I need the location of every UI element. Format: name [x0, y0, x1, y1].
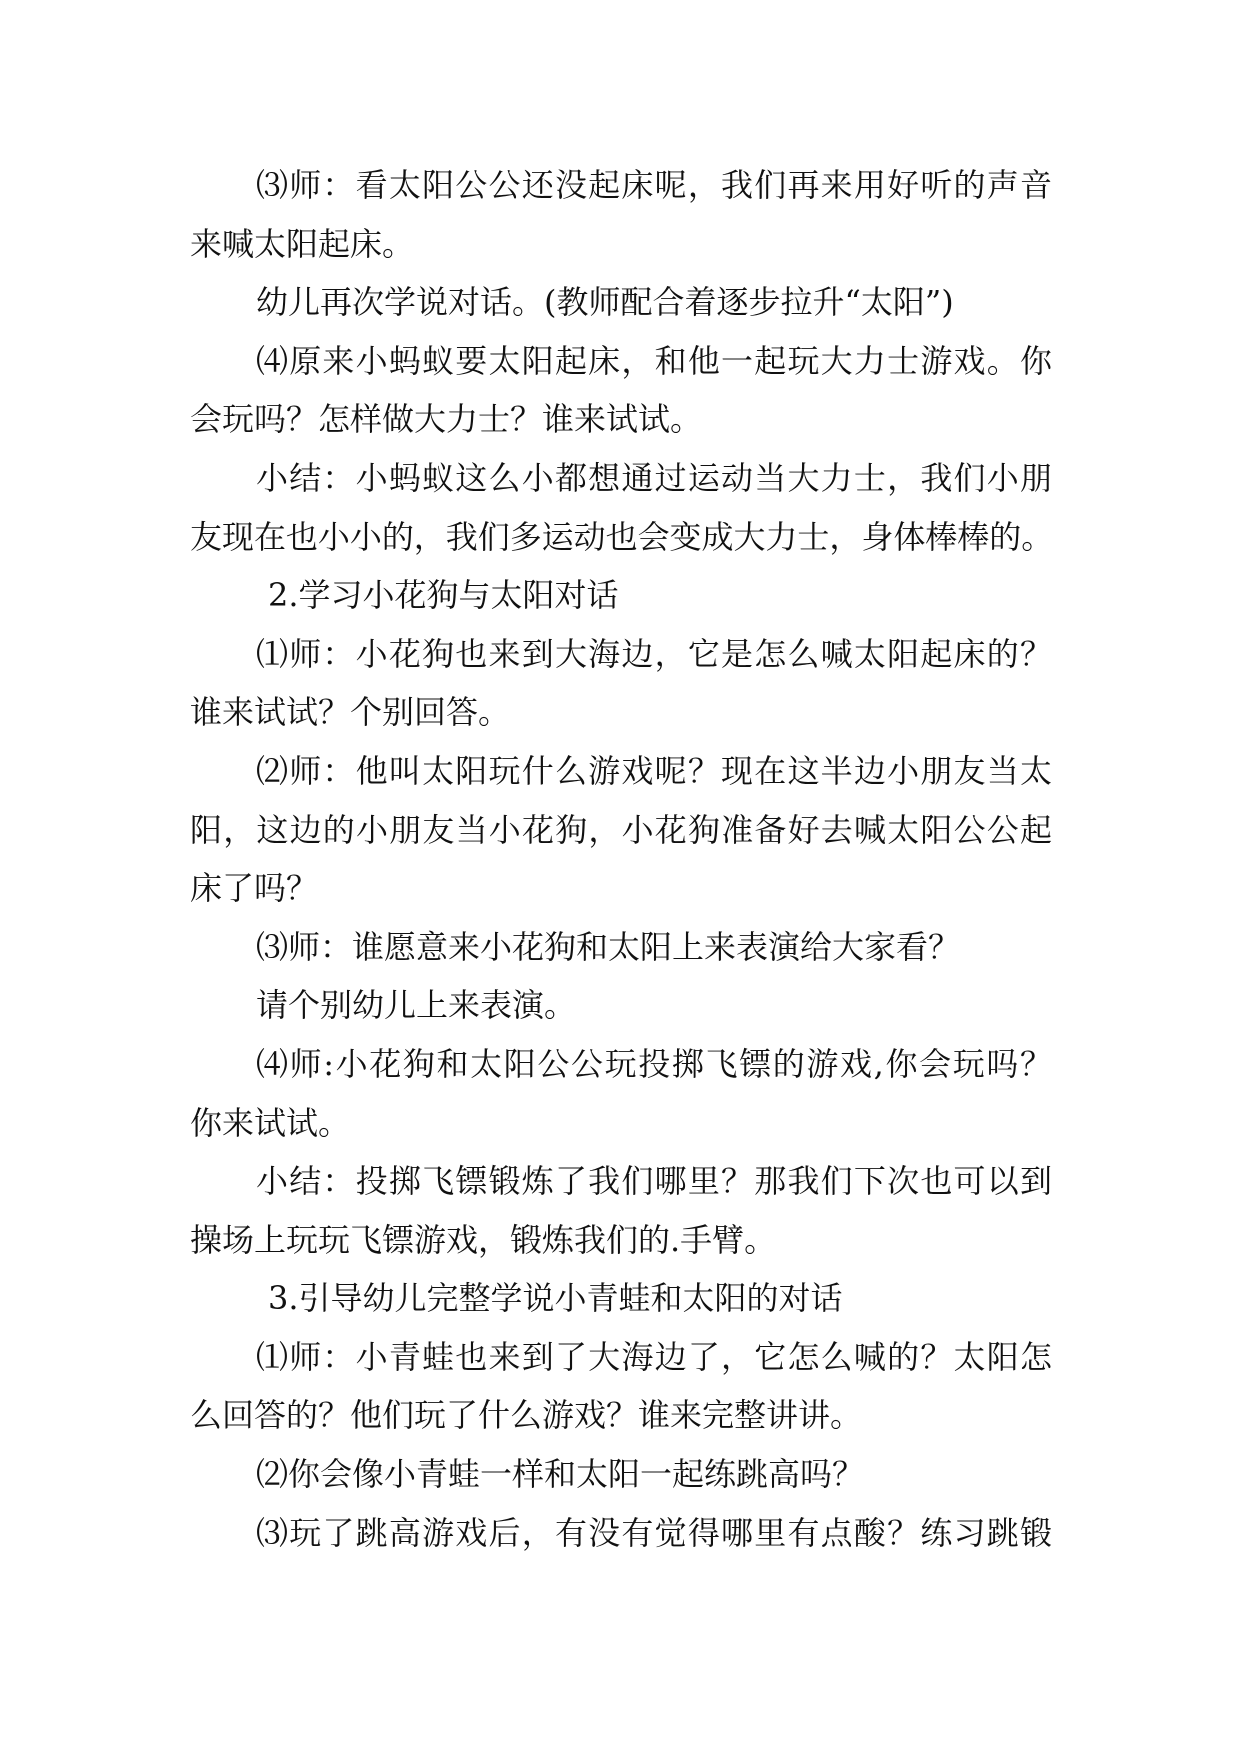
step-1-paragraph	[190, 625, 1052, 742]
text-line: ⑴师：小青蛙也来到了大海边了，它怎么喊的？太阳怎	[256, 1337, 1052, 1376]
summary-paragraph	[190, 1152, 1052, 1269]
text-line: 幼儿再次学说对话。(教师配合着逐步拉升“太阳”)	[256, 283, 954, 322]
text-line: ⑴师：小花狗也来到大海边，它是怎么喊太阳起床的？	[256, 634, 1052, 673]
text-line: 小结：投掷飞镖锻炼了我们哪里？那我们下次也可以到	[256, 1162, 1052, 1201]
text-line: 你来试试。	[190, 1103, 351, 1142]
text-line: ⑵师：他叫太阳玩什么游戏呢？现在这半边小朋友当太	[256, 751, 1052, 790]
section-heading-2	[190, 566, 1052, 625]
step-2-paragraph	[190, 742, 1052, 918]
text-line: ⑷原来小蚂蚁要太阳起床，和他一起玩大力士游戏。你	[256, 341, 1052, 380]
summary-paragraph	[190, 449, 1052, 566]
step-4-paragraph	[190, 1035, 1052, 1152]
step-1-paragraph	[190, 1328, 1052, 1445]
text-line: 友现在也小小的，我们多运动也会变成大力士，身体棒棒的。	[190, 517, 1052, 556]
text-line: 小结：小蚂蚁这么小都想通过运动当大力士，我们小朋	[256, 458, 1052, 497]
section-heading-text: 3.引导幼儿完整学说小青蛙和太阳的对话	[268, 1279, 843, 1318]
text-line: 操场上玩玩飞镖游戏，锻炼我们的.手臂。	[190, 1220, 777, 1259]
section-heading-text: 2.学习小花狗与太阳对话	[268, 576, 619, 615]
text-line: ⑶师：看太阳公公还没起床呢，我们再来用好听的声音	[256, 166, 1052, 204]
text-line: 来喊太阳起床。	[190, 224, 415, 263]
step-3-paragraph	[190, 918, 1052, 977]
step-3-paragraph	[190, 1504, 1052, 1563]
section-heading-3	[190, 1269, 1052, 1328]
text-line: 床了吗？	[190, 869, 319, 908]
text-line: ⑷师:小花狗和太阳公公玩投掷飞镖的游戏,你会玩吗？	[256, 1044, 1052, 1083]
children-activity-note	[190, 273, 1052, 332]
text-line: ⑶师：谁愿意来小花狗和太阳上来表演给大家看？	[256, 927, 961, 966]
step-4-paragraph	[190, 332, 1052, 449]
text-line: ⑵你会像小青蛙一样和太阳一起练跳高吗？	[256, 1455, 865, 1494]
step-2-paragraph	[190, 1445, 1052, 1504]
children-activity-note	[190, 976, 1052, 1035]
document-body	[190, 156, 1052, 1562]
text-line: 谁来试试？个别回答。	[190, 693, 511, 732]
text-line: 么回答的？他们玩了什么游戏？谁来完整讲讲。	[190, 1396, 863, 1435]
text-line: 会玩吗？怎样做大力士？谁来试试。	[190, 400, 703, 439]
step-3-paragraph	[190, 156, 1052, 273]
text-line: 请个别幼儿上来表演。	[256, 986, 577, 1025]
text-line: 阳，这边的小朋友当小花狗，小花狗准备好去喊太阳公公起	[190, 810, 1052, 849]
text-line: ⑶玩了跳高游戏后，有没有觉得哪里有点酸？练习跳锻	[256, 1513, 1052, 1552]
